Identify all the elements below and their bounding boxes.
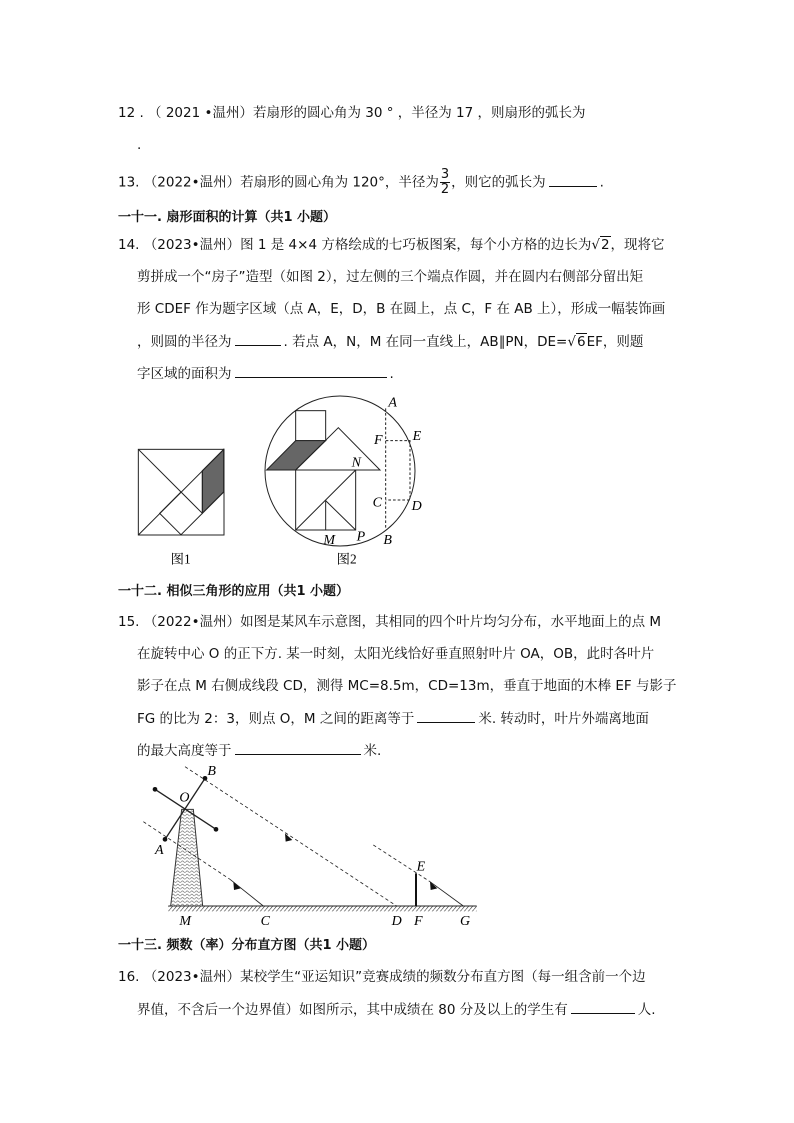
q15-text: 米.: [363, 743, 382, 759]
q14-text: ，则圆的半径为: [137, 334, 232, 350]
fig2-caption: 图2: [336, 551, 357, 567]
label-M: M: [179, 914, 192, 929]
label-D: D: [411, 499, 422, 514]
q14-text: 14. （2023•温州）图 1 是 4×4 方格绘成的七巧板图案，每个小方格的边长为: [118, 237, 592, 253]
answer-blank-area[interactable]: [235, 363, 387, 378]
q12-line1: 12 . （ 2021 •温州）若扇形的圆心角为 30 ° ，半径为 17 ，则扇形的弧长为: [118, 105, 586, 121]
ground-hatch: [168, 906, 476, 911]
q14-line2: 剪拼成一个“房子”造型（如图 2），过左侧的三个端点作圆，并在圆内右侧部分留出矩: [137, 269, 644, 285]
label-C: C: [372, 495, 383, 511]
radicand: 6: [576, 334, 586, 350]
ray-arrows: [233, 833, 437, 890]
label-G: G: [460, 914, 471, 929]
answer-blank-radius[interactable]: [235, 331, 281, 346]
house-figure-2: [265, 396, 415, 546]
q13: [118, 168, 604, 197]
q16-line2: [137, 999, 656, 1020]
tangram-figure-1: [138, 449, 224, 535]
q15-line1: 15. （2022•温州）如图是某风车示意图，其相同的四个叶片均匀分布，水平地面上的点 M: [118, 614, 662, 630]
section-heading-12: 一十二. 相似三角形的应用（共1 小题）: [118, 584, 350, 599]
fraction: [440, 168, 450, 197]
fig1-caption: 图1: [170, 551, 191, 567]
q15-text: 米. 转动时，叶片外端离地面: [478, 711, 649, 727]
q15-line4: [137, 708, 649, 729]
q15-line3: 影子在点 M 右侧成线段 CD，测得 MC=8.5m，CD=13m，垂直于地面的木棒 EF 与影子: [137, 678, 677, 694]
label-E: E: [412, 429, 422, 444]
sqrt: √2: [591, 237, 610, 253]
q13-text2: ，则它的弧长为: [451, 174, 546, 191]
q15-text: FG 的比为 2：3，则点 O，M 之间的距离等于: [137, 711, 415, 727]
q14-line1: [118, 235, 665, 255]
label-F: F: [414, 914, 423, 929]
q14-line4: [137, 331, 643, 352]
tangram-figures: [130, 390, 440, 580]
label-P: P: [356, 529, 366, 545]
answer-blank[interactable]: [549, 172, 597, 187]
answer-blank-height[interactable]: [235, 740, 361, 755]
q15-line2: 在旋转中心 O 的正下方. 某一时刻，太阳光线恰好垂直照射叶片 OA，OB，此时各叶片: [137, 646, 655, 662]
q13-end: .: [599, 174, 604, 191]
label-F: F: [374, 433, 383, 448]
sqrt: √6: [567, 334, 586, 350]
label-M: M: [323, 533, 336, 548]
q13-text: 13. （2022•温州）若扇形的圆心角为 120°，半径为: [118, 174, 439, 191]
q16-text: 界值，不含后一个边界值）如图所示，其中成绩在 80 分及以上的学生有: [137, 1002, 568, 1018]
label-O: O: [179, 790, 190, 806]
section-heading-13: 一十三. 频数（率）分布直方图（共1 小题）: [118, 938, 376, 953]
q14-line3: 形 CDEF 作为题字区域（点 A，E，D，B 在圆上，点 C，F 在 AB 上），形成一幅装饰画: [137, 301, 666, 317]
q12-line2: .: [137, 137, 142, 153]
label-A: A: [388, 395, 397, 411]
q16-text: 人.: [637, 1002, 656, 1018]
q14-end: .: [389, 366, 394, 382]
answer-blank[interactable]: [571, 999, 635, 1014]
q14-text: . 若点 A，N，M 在同一直线上，AB∥PN，DE=: [283, 334, 568, 350]
label-B: B: [207, 764, 216, 779]
label-E: E: [416, 859, 426, 875]
radicand: 2: [600, 237, 610, 253]
label-D: D: [391, 914, 402, 929]
label-C: C: [260, 914, 271, 929]
windmill-figure: [130, 760, 490, 930]
numerator: 3: [440, 167, 450, 182]
label-B: B: [383, 533, 392, 548]
label-N: N: [351, 455, 362, 471]
denominator: 2: [440, 182, 450, 197]
q16-line1: 16. （2023•温州）某校学生“亚运知识”竞赛成绩的频数分布直方图（每一组含前一个边: [118, 969, 646, 985]
q14-line5: [137, 363, 394, 384]
q14-text: ，现将它: [610, 237, 665, 253]
section-heading-11: 一十一. 扇形面积的计算（共1 小题）: [118, 210, 337, 225]
answer-blank-om[interactable]: [417, 708, 475, 723]
label-A: A: [155, 843, 164, 858]
q15-text: 的最大高度等于: [137, 743, 232, 759]
q14-text: EF，则题: [586, 334, 644, 350]
q15-line5: [137, 740, 381, 761]
q14-text: 字区域的面积为: [137, 366, 232, 382]
